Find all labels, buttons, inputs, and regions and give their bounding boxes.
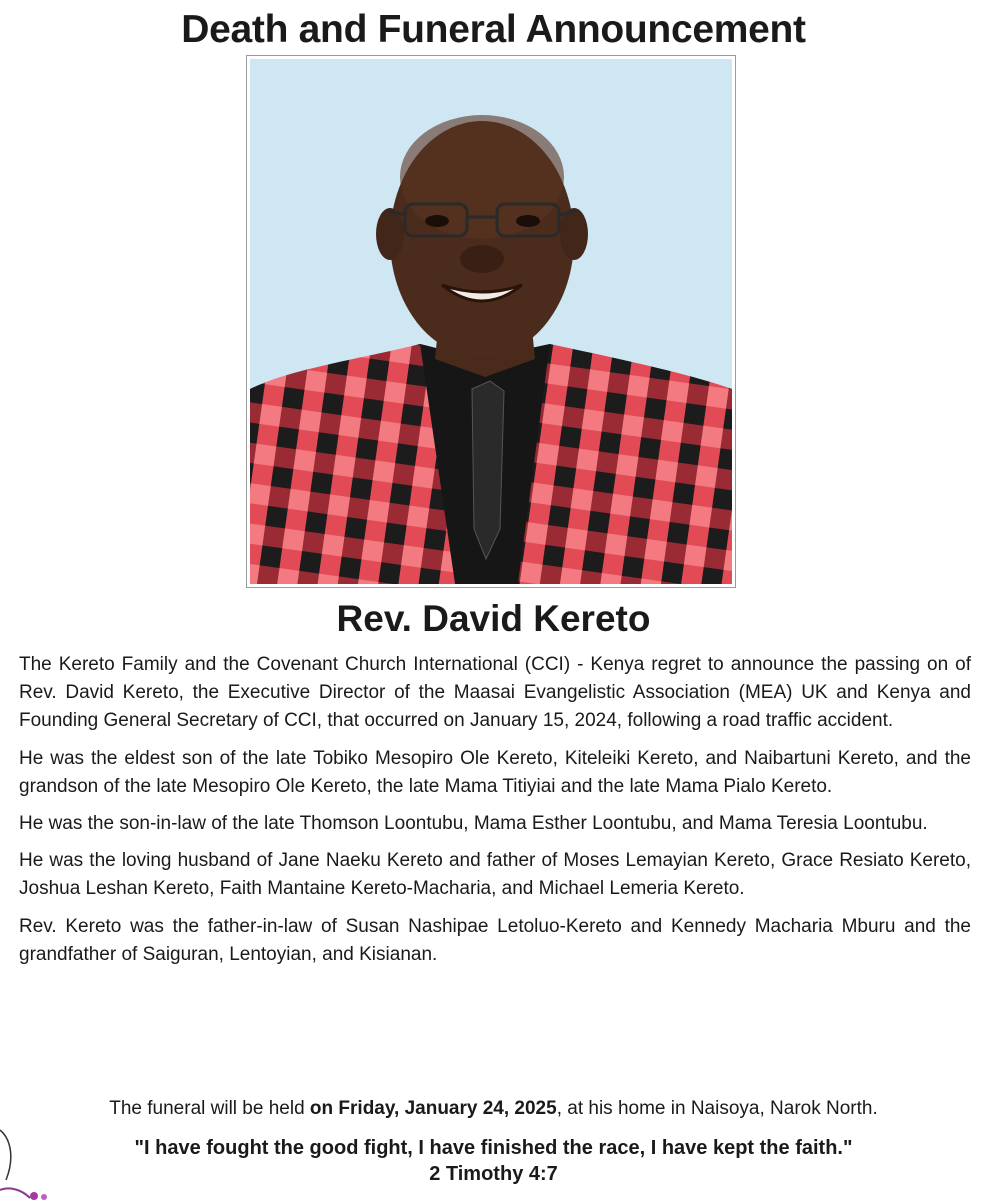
portrait-photo-frame (246, 55, 736, 588)
announcement-body (19, 651, 971, 978)
paragraph-parents: He was the eldest son of the late Tobiko Mesopiro Ole Kereto, Kiteleiki Kereto, and Naibartuni Kereto, and the grandson of the late Mesopiro Ole Kereto, the late Mama Titiyiai and the late Mama Pialo Kereto. (19, 747, 971, 797)
scripture-quote: "I have fought the good fight, I have finished the race, I have kept the faith." (134, 1137, 853, 1159)
funeral-prefix: The funeral will be held (109, 1098, 310, 1119)
portrait-photo (250, 59, 732, 584)
paragraph-grandchildren: Rev. Kereto was the father-in-law of Susan Nashipae Letoluo-Kereto and Kennedy Macharia Mburu and the grandfather of Saiguran, Lentoyian, and Kisianan. (19, 915, 971, 965)
page-title: Death and Funeral Announcement (181, 8, 806, 51)
deceased-name: Rev. David Kereto (336, 598, 651, 639)
funeral-suffix: , at his home in Naisoya, Narok North. (556, 1098, 878, 1119)
funeral-date: on Friday, January 24, 2025 (309, 1098, 557, 1119)
paragraph-announcement: The Kereto Family and the Covenant Church International (CCI) - Kenya regret to announce the passing on of Rev. David Kereto, the Executive Director of the Maasai Evangelistic Association (MEA) UK and Kenya and Founding General Secretary of CCI, that occurred on January 15, 2024, following a road traffic accident. (19, 654, 971, 732)
paragraph-family: He was the loving husband of Jane Naeku Kereto and father of Moses Lemayian Kereto, Grace Resiato Kereto, Joshua Leshan Kereto, Faith Mantaine Kereto-Macharia, and Michael Lemeria Kereto. (19, 850, 971, 900)
scripture-reference: 2 Timothy 4:7 (429, 1163, 558, 1185)
paragraph-in-laws: He was the son-in-law of the late Thomson Loontubu, Mama Esther Loontubu, and Mama Teresia Loontubu. (19, 813, 928, 835)
floral-ornament-icon (0, 1120, 60, 1200)
funeral-details (0, 1096, 987, 1122)
